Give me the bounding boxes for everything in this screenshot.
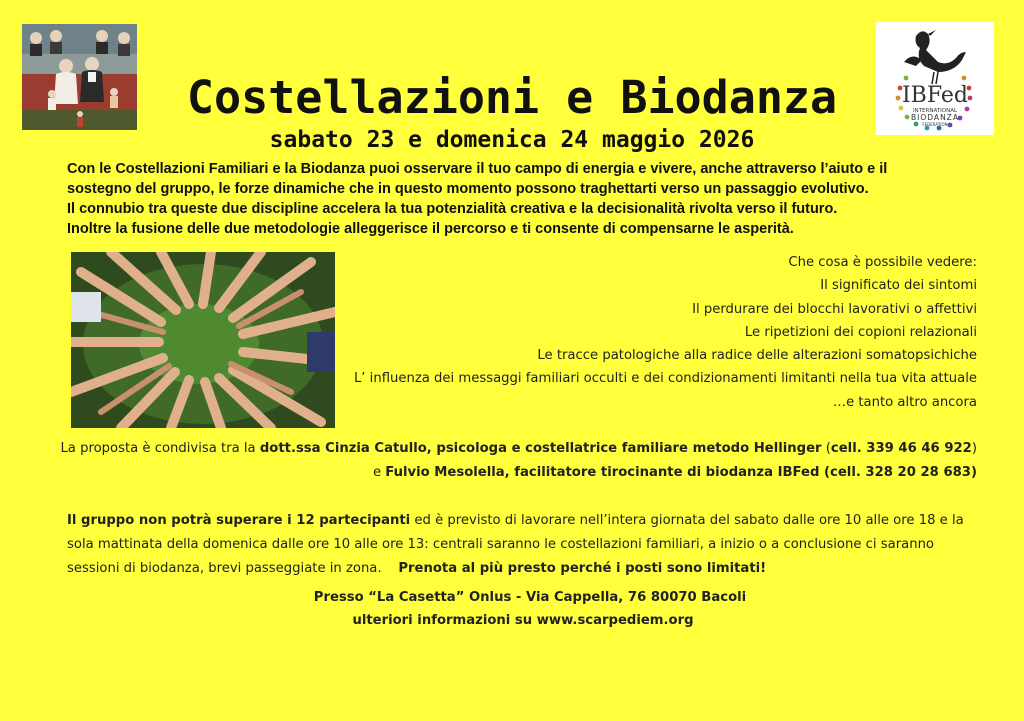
intro-line: sostegno del gruppo, le forze dinamiche che in questo momento possono traghettarti verso un passaggio evolutivo. (67, 181, 869, 197)
hands-circle-photo (71, 252, 335, 428)
list-item: Le ripetizioni dei copioni relazionali (744, 324, 977, 340)
proposal-line-1 (60, 437, 977, 461)
facilitator-2: Fulvio Mesolella, facilitatore tirocinante di biodanza IBFed (cell. 328 20 28 683) (385, 465, 977, 480)
proposal-text: ( (821, 441, 831, 456)
participants-limit: Il gruppo non potrà superare i 12 partecipanti (67, 513, 411, 528)
group-text: sessioni di biodanza, brevi passeggiate in zona. (67, 561, 382, 576)
group-paragraph (67, 509, 987, 581)
group-line-1 (67, 509, 987, 533)
intro-paragraph (67, 159, 987, 239)
group-line-2: sola mattinata della domenica dalle ore 10 alle ore 13: centrali saranno le costellazioni familiari, a inizio o a conclusione ci saranno (67, 537, 935, 552)
logo-line1: INTERNATIONAL (912, 108, 958, 114)
intro-line: Inoltre la fusione delle due metodologie alleggerisce il percorso e ti consente di compensarne le asperità. (67, 221, 794, 237)
group-text: ed è previsto di lavorare nell’intera giornata del sabato dalle ore 10 alle ore 18 e la (410, 513, 964, 528)
list-item: Che cosa è possibile vedere: (788, 255, 977, 270)
list-item: Il perdurare dei blocchi lavorativi o affettivi (692, 301, 977, 317)
proposal-line-2 (60, 461, 977, 485)
booking-call: Prenota al più presto perché i posti sono limitati! (398, 561, 767, 576)
logo-line2: BIODANZA (911, 113, 959, 122)
topics-list (354, 251, 977, 414)
info-website: ulteriori informazioni su www.scarpediem.org (352, 613, 694, 628)
proposal-text: e (372, 465, 386, 480)
list-item: L’ influenza dei messaggi familiari occulti e dei condizionamenti limitanti nella tua vita attuale (353, 371, 977, 387)
list-item: Il significato dei sintomi (820, 278, 977, 294)
group-line-3 (67, 557, 987, 581)
page-title: Costellazioni e Biodanza (186, 71, 838, 124)
logo-main-text: IBFed (901, 83, 969, 108)
logo-line3: FEDERATION (922, 122, 948, 127)
list-item: Le tracce patologiche alla radice delle alterazioni somatopsichiche (537, 348, 977, 364)
proposal-text: La proposta è condivisa tra la (60, 441, 260, 456)
list-item: …e tanto altro ancora (832, 394, 977, 410)
intro-line: Con le Costellazioni Familiari e la Biodanza puoi osservare il tuo campo di energia e vivere, anche attraverso l’aiuto e il (67, 161, 888, 177)
facilitator-1-phone: cell. 339 46 46 922 (830, 441, 972, 456)
venue-address: Presso “La Casetta” Onlus - Via Cappella, 76 80070 Bacoli (313, 590, 747, 605)
intro-line: Il connubio tra queste due discipline accelera la tua potenzialità creativa e la decisionalità rivolta verso il futuro. (67, 201, 838, 217)
event-dates: sabato 23 e domenica 24 maggio 2026 (269, 127, 755, 153)
proposal-paragraph (60, 437, 977, 485)
facilitator-1: dott.ssa Cinzia Catullo, psicologa e costellatrice familiare metodo Hellinger (259, 441, 822, 456)
proposal-text: ) (971, 441, 977, 456)
